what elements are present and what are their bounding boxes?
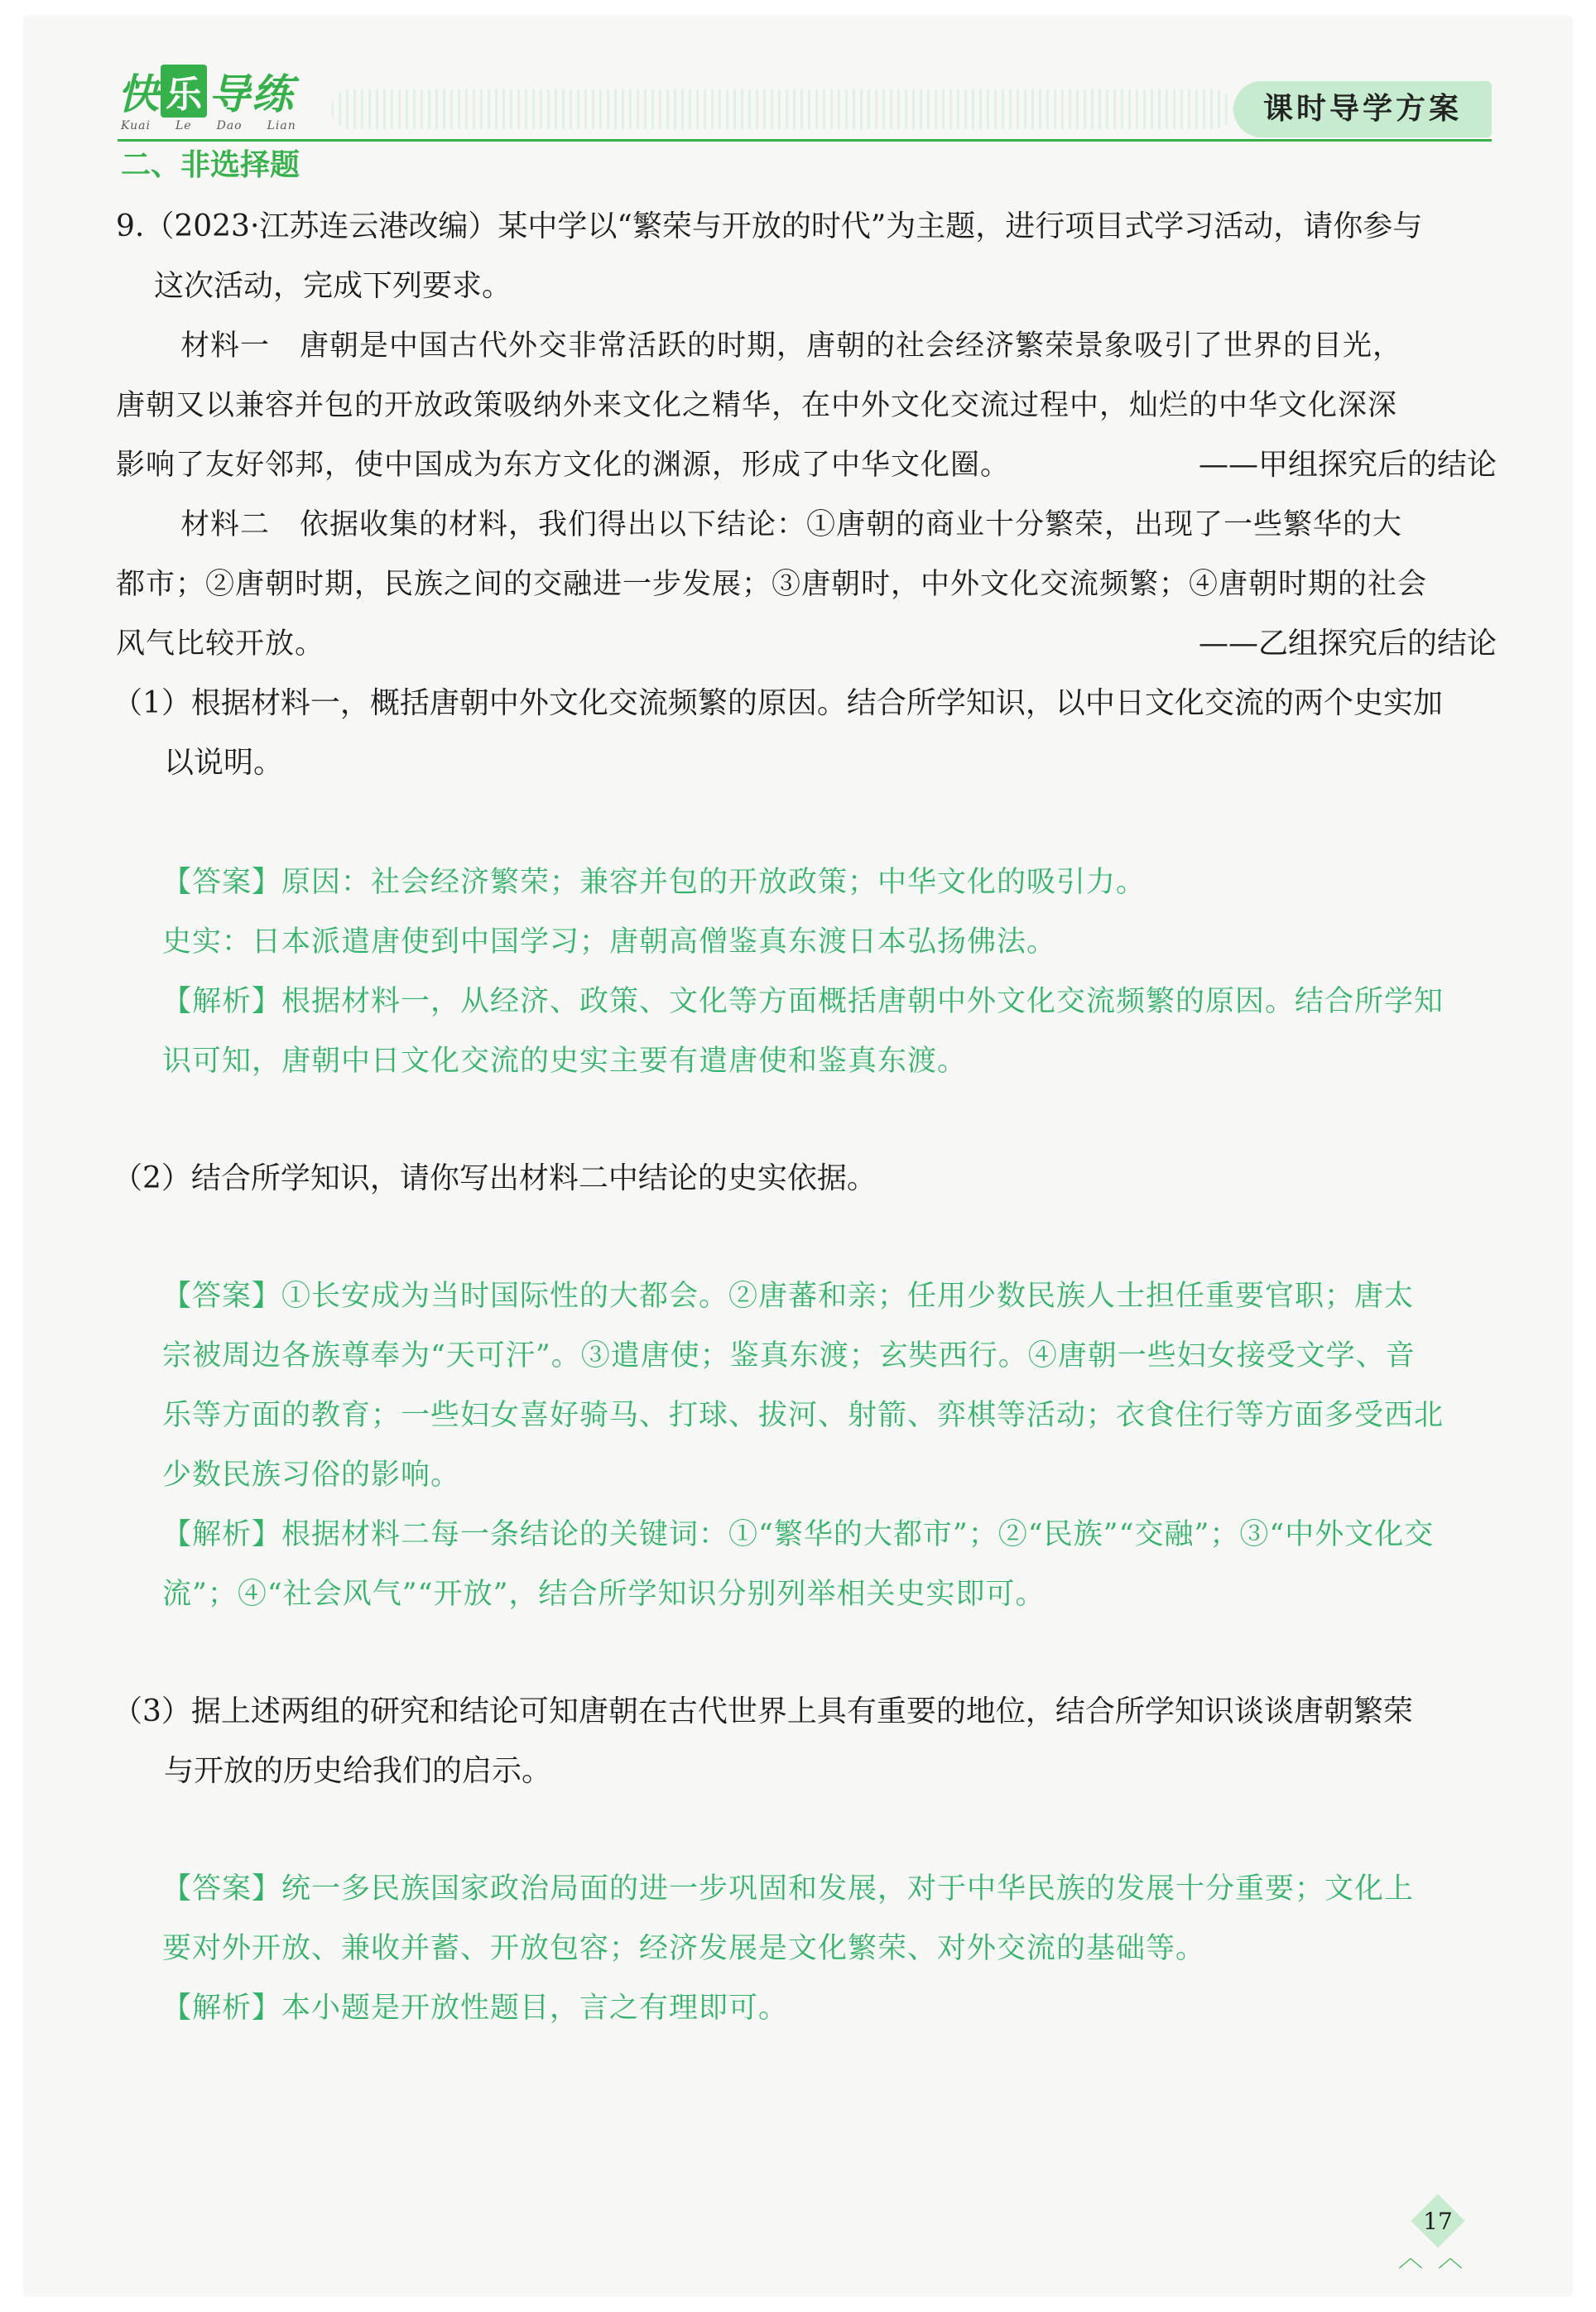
- answer-2-line-3: 乐等方面的教育；一些妇女喜好骑马、打球、拔河、射箭、弈棋等活动；衣食住行等方面多受西北: [162, 1399, 1445, 1432]
- subquestion-3-line-1: （3）据上述两组的研究和结论可知唐朝在古代世界上具有重要的地位，结合所学知识谈谈唐朝繁荣: [113, 1694, 1413, 1728]
- logo-char-2: 乐: [161, 65, 207, 118]
- material1-line-2: 唐朝又以兼容并包的开放政策吸纳外来文化之精华，在中外文化交流过程中，灿烂的中华文化深深: [116, 389, 1398, 422]
- answer-1-line-1: 【答案】原因：社会经济繁荣；兼容并包的开放政策；中华文化的吸引力。: [162, 866, 1147, 899]
- header-divider: [118, 139, 1492, 142]
- material2-line-2: 都市；②唐朝时期，民族之间的交融进一步发展；③唐朝时，中外文化交流频繁；④唐朝时期的社会: [116, 568, 1428, 601]
- header-stripe-decoration: [331, 89, 1233, 129]
- chevron-up-icon: ︿︿: [1398, 2244, 1478, 2273]
- material2-source: ——乙组探究后的结论: [1198, 627, 1497, 661]
- logo-pinyin-2: Le: [175, 119, 192, 132]
- material2-line-1: 材料二 依据收集的材料，我们得出以下结论：①唐朝的商业十分繁荣，出现了一些繁华的大: [180, 508, 1403, 541]
- subquestion-1-line-1: （1）根据材料一，概括唐朝中外文化交流频繁的原因。结合所学知识，以中日文化交流的两个史实加: [113, 686, 1443, 720]
- subquestion-1-line-2: 以说明。: [164, 746, 284, 780]
- question-stem-line-1: 9.（2023·江苏连云港改编）某中学以“繁荣与开放的时代”为主题，进行项目式学习活动，请你参与: [116, 209, 1423, 243]
- material1-line-1: 材料一 唐朝是中国古代外交非常活跃的时期，唐朝的社会经济繁荣景象吸引了世界的目光，: [180, 329, 1403, 363]
- material1-source: ——甲组探究后的结论: [1198, 448, 1497, 482]
- question-stem-line-2: 这次活动，完成下列要求。: [154, 269, 512, 303]
- subquestion-3-line-2: 与开放的历史给我们的启示。: [164, 1754, 552, 1788]
- answer-3-line-2: 要对外开放、兼收并蓄、开放包容；经济发展是文化繁荣、对外交流的基础等。: [162, 1932, 1206, 1965]
- logo-char-3: 导: [209, 70, 250, 118]
- page-number: 17: [1423, 2208, 1453, 2235]
- analysis-1-line-2: 识可知，唐朝中日文化交流的史实主要有遣唐使和鉴真东渡。: [162, 1045, 968, 1078]
- logo-char-1: 快: [118, 70, 159, 118]
- material2-line-3: 风气比较开放。: [116, 627, 325, 661]
- analysis-2-line-1: 【解析】根据材料二每一条结论的关键词：①“繁华的大都市”；②“民族”“交融”；③“中外文化交: [162, 1518, 1435, 1551]
- header-tab-label: 课时导学方案: [1233, 81, 1492, 137]
- logo-char-4: 练: [252, 70, 293, 118]
- analysis-2-line-2: 流”；④“社会风气”“开放”，结合所学知识分别列举相关史实即可。: [162, 1578, 1046, 1611]
- subquestion-2-line-1: （2）结合所学知识，请你写出材料二中结论的史实依据。: [113, 1161, 877, 1195]
- answer-3-line-1: 【答案】统一多民族国家政治局面的进一步巩固和发展，对于中华民族的发展十分重要；文化上: [162, 1872, 1415, 1906]
- page-number-badge: [1394, 2195, 1485, 2286]
- section-title: 二、非选择题: [121, 148, 300, 182]
- answer-2-line-4: 少数民族习俗的影响。: [162, 1459, 461, 1492]
- logo-pinyin-3: Dao: [216, 119, 243, 132]
- logo-pinyin-4: Lian: [267, 119, 296, 132]
- analysis-1-line-1: 【解析】根据材料一，从经济、政策、文化等方面概括唐朝中外文化交流频繁的原因。结合所学知: [162, 985, 1445, 1018]
- analysis-3-line-1: 【解析】本小题是开放性题目，言之有理即可。: [162, 1992, 789, 2025]
- material1-line-3: 影响了友好邻邦，使中国成为东方文化的渊源，形成了中华文化圈。: [116, 449, 1011, 482]
- answer-2-line-2: 宗被周边各族尊奉为“天可汗”。③遣唐使；鉴真东渡；玄奘西行。④唐朝一些妇女接受文学、音: [162, 1339, 1416, 1372]
- logo-pinyin-1: Kuai: [121, 119, 151, 132]
- answer-1-line-2: 史实：日本派遣唐使到中国学习；唐朝高僧鉴真东渡日本弘扬佛法。: [162, 925, 1057, 959]
- logo-pinyin: [121, 119, 321, 132]
- brand-logo: [118, 61, 316, 137]
- answer-2-line-1: 【答案】①长安成为当时国际性的大都会。②唐蕃和亲；任用少数民族人士担任重要官职；唐太: [162, 1280, 1415, 1313]
